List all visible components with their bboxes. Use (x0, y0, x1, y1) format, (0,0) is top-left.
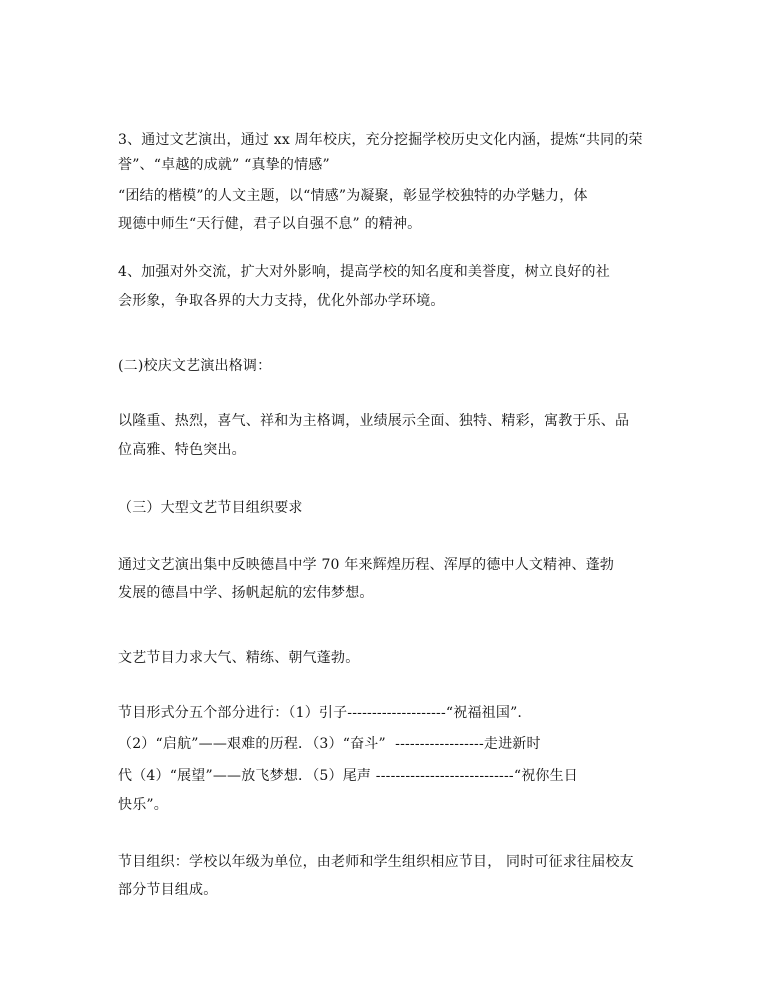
program-form-line-4: 快乐”。 (118, 797, 168, 813)
style-paragraph-line-1: 以隆重、热烈，喜气、祥和为主格调，业绩展示全面、独特、精彩，寓教于乐、品 (118, 413, 630, 429)
program-form-line-1: 节目形式分五个部分进行：（1）引子--------------------“祝福祖国”. (118, 705, 523, 721)
paragraph-3-line-2: 誉”、“卓越的成就” “真挚的情感” (118, 157, 330, 173)
style-paragraph-line-2: 位高雅、特色突出。 (118, 442, 246, 458)
paragraph-3-line-3: “团结的楷模”的人文主题，以“情感”为凝聚，彰显学校独特的办学魅力，体 (118, 188, 588, 204)
paragraph-4-line-1: 4、加强对外交流，扩大对外影响，提高学校的知名度和美誉度，树立良好的社 (118, 264, 610, 280)
requirements-paragraph-line-2: 发展的德昌中学、扬帆起航的宏伟梦想。 (118, 585, 374, 601)
section-heading-requirements: （三）大型文艺节目组织要求 (118, 500, 303, 516)
requirements-paragraph-line-1: 通过文艺演出集中反映德昌中学 70 年来辉煌历程、浑厚的德中人文精神、蓬勃 (118, 557, 615, 573)
paragraph-3-line-1: 3、通过文艺演出，通过 xx 周年校庆，充分挖掘学校历史文化内涵，提炼“共同的荣 (118, 132, 643, 148)
program-form-line-3: 代（4）“展望”——放飞梦想．（5）尾声 ----------------------------“祝你生日 (118, 768, 578, 784)
section-heading-style: (二)校庆文艺演出格调： (118, 358, 272, 374)
organization-line-1: 节目组织：学校以年级为单位，由老师和学生组织相应节目， 同时可征求往届校友 (118, 854, 634, 870)
program-form-line-2: （2）“启航”——艰难的历程．（3）“奋斗” ------------------走进新时 (118, 736, 541, 752)
paragraph-4-line-2: 会形象，争取各界的大力支持，优化外部办学环境。 (118, 293, 445, 309)
organization-line-2: 部分节目组成。 (118, 882, 218, 898)
program-style-paragraph: 文艺节目力求大气、精练、朝气蓬勃。 (118, 650, 360, 666)
paragraph-3-line-4: 现德中师生“天行健，君子以自强不息” 的精神。 (118, 216, 422, 232)
